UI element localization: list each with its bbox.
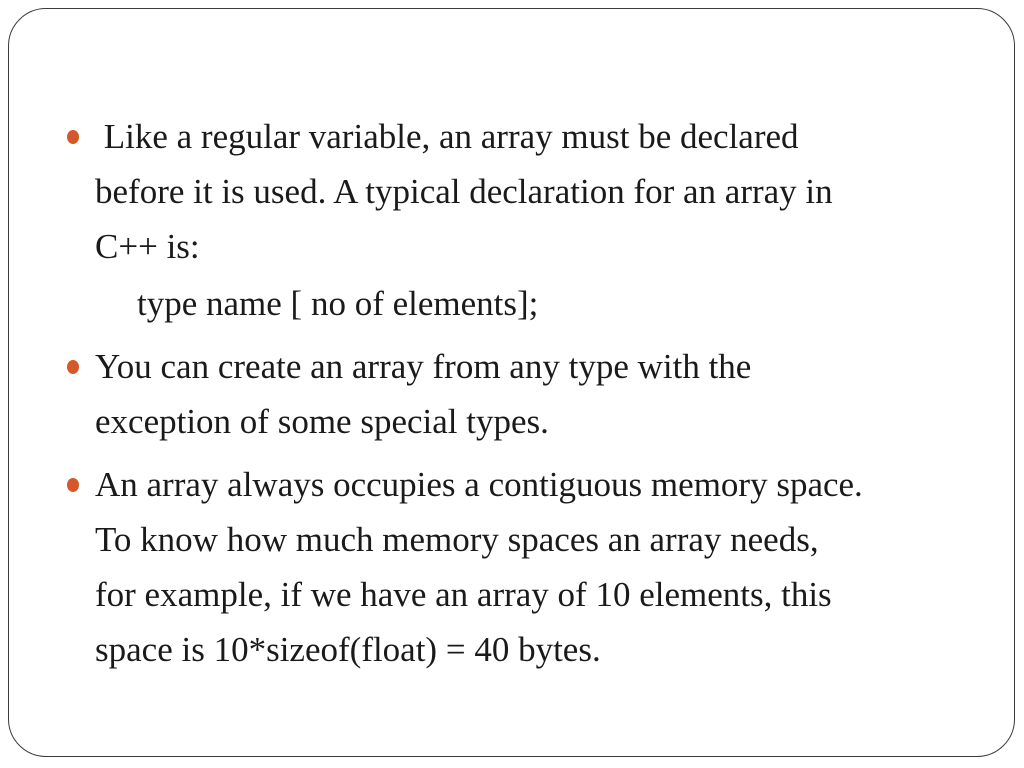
bullet-dot-icon xyxy=(67,478,79,492)
bullet-dot-icon xyxy=(67,130,79,144)
slide-body xyxy=(67,109,967,677)
bullet-text-line: To know how much memory spaces an array needs, xyxy=(95,520,819,559)
declaration-syntax: type name [ no of elements]; xyxy=(137,284,539,323)
bullet-item-memory-space xyxy=(67,457,967,677)
bullet-text-line: An array always occupies a contiguous memory space. xyxy=(95,465,863,504)
bullet-item-array-types xyxy=(67,339,967,449)
bullet-text-line: C++ is: xyxy=(95,227,200,266)
bullet-text-line: Like a regular variable, an array must be declared xyxy=(95,117,799,156)
bullet-text-line: exception of some special types. xyxy=(95,402,549,441)
bullet-dot-icon xyxy=(67,360,79,374)
slide-frame xyxy=(8,8,1015,757)
bullet-item-array-declaration xyxy=(67,109,967,274)
bullet-text-line: space is 10*sizeof(float) = 40 bytes. xyxy=(95,630,601,669)
bullet-text-line: for example, if we have an array of 10 elements, this xyxy=(95,575,832,614)
bullet-text-line: before it is used. A typical declaration for an array in xyxy=(95,172,833,211)
bullet-text-line: You can create an array from any type with the xyxy=(95,347,752,386)
